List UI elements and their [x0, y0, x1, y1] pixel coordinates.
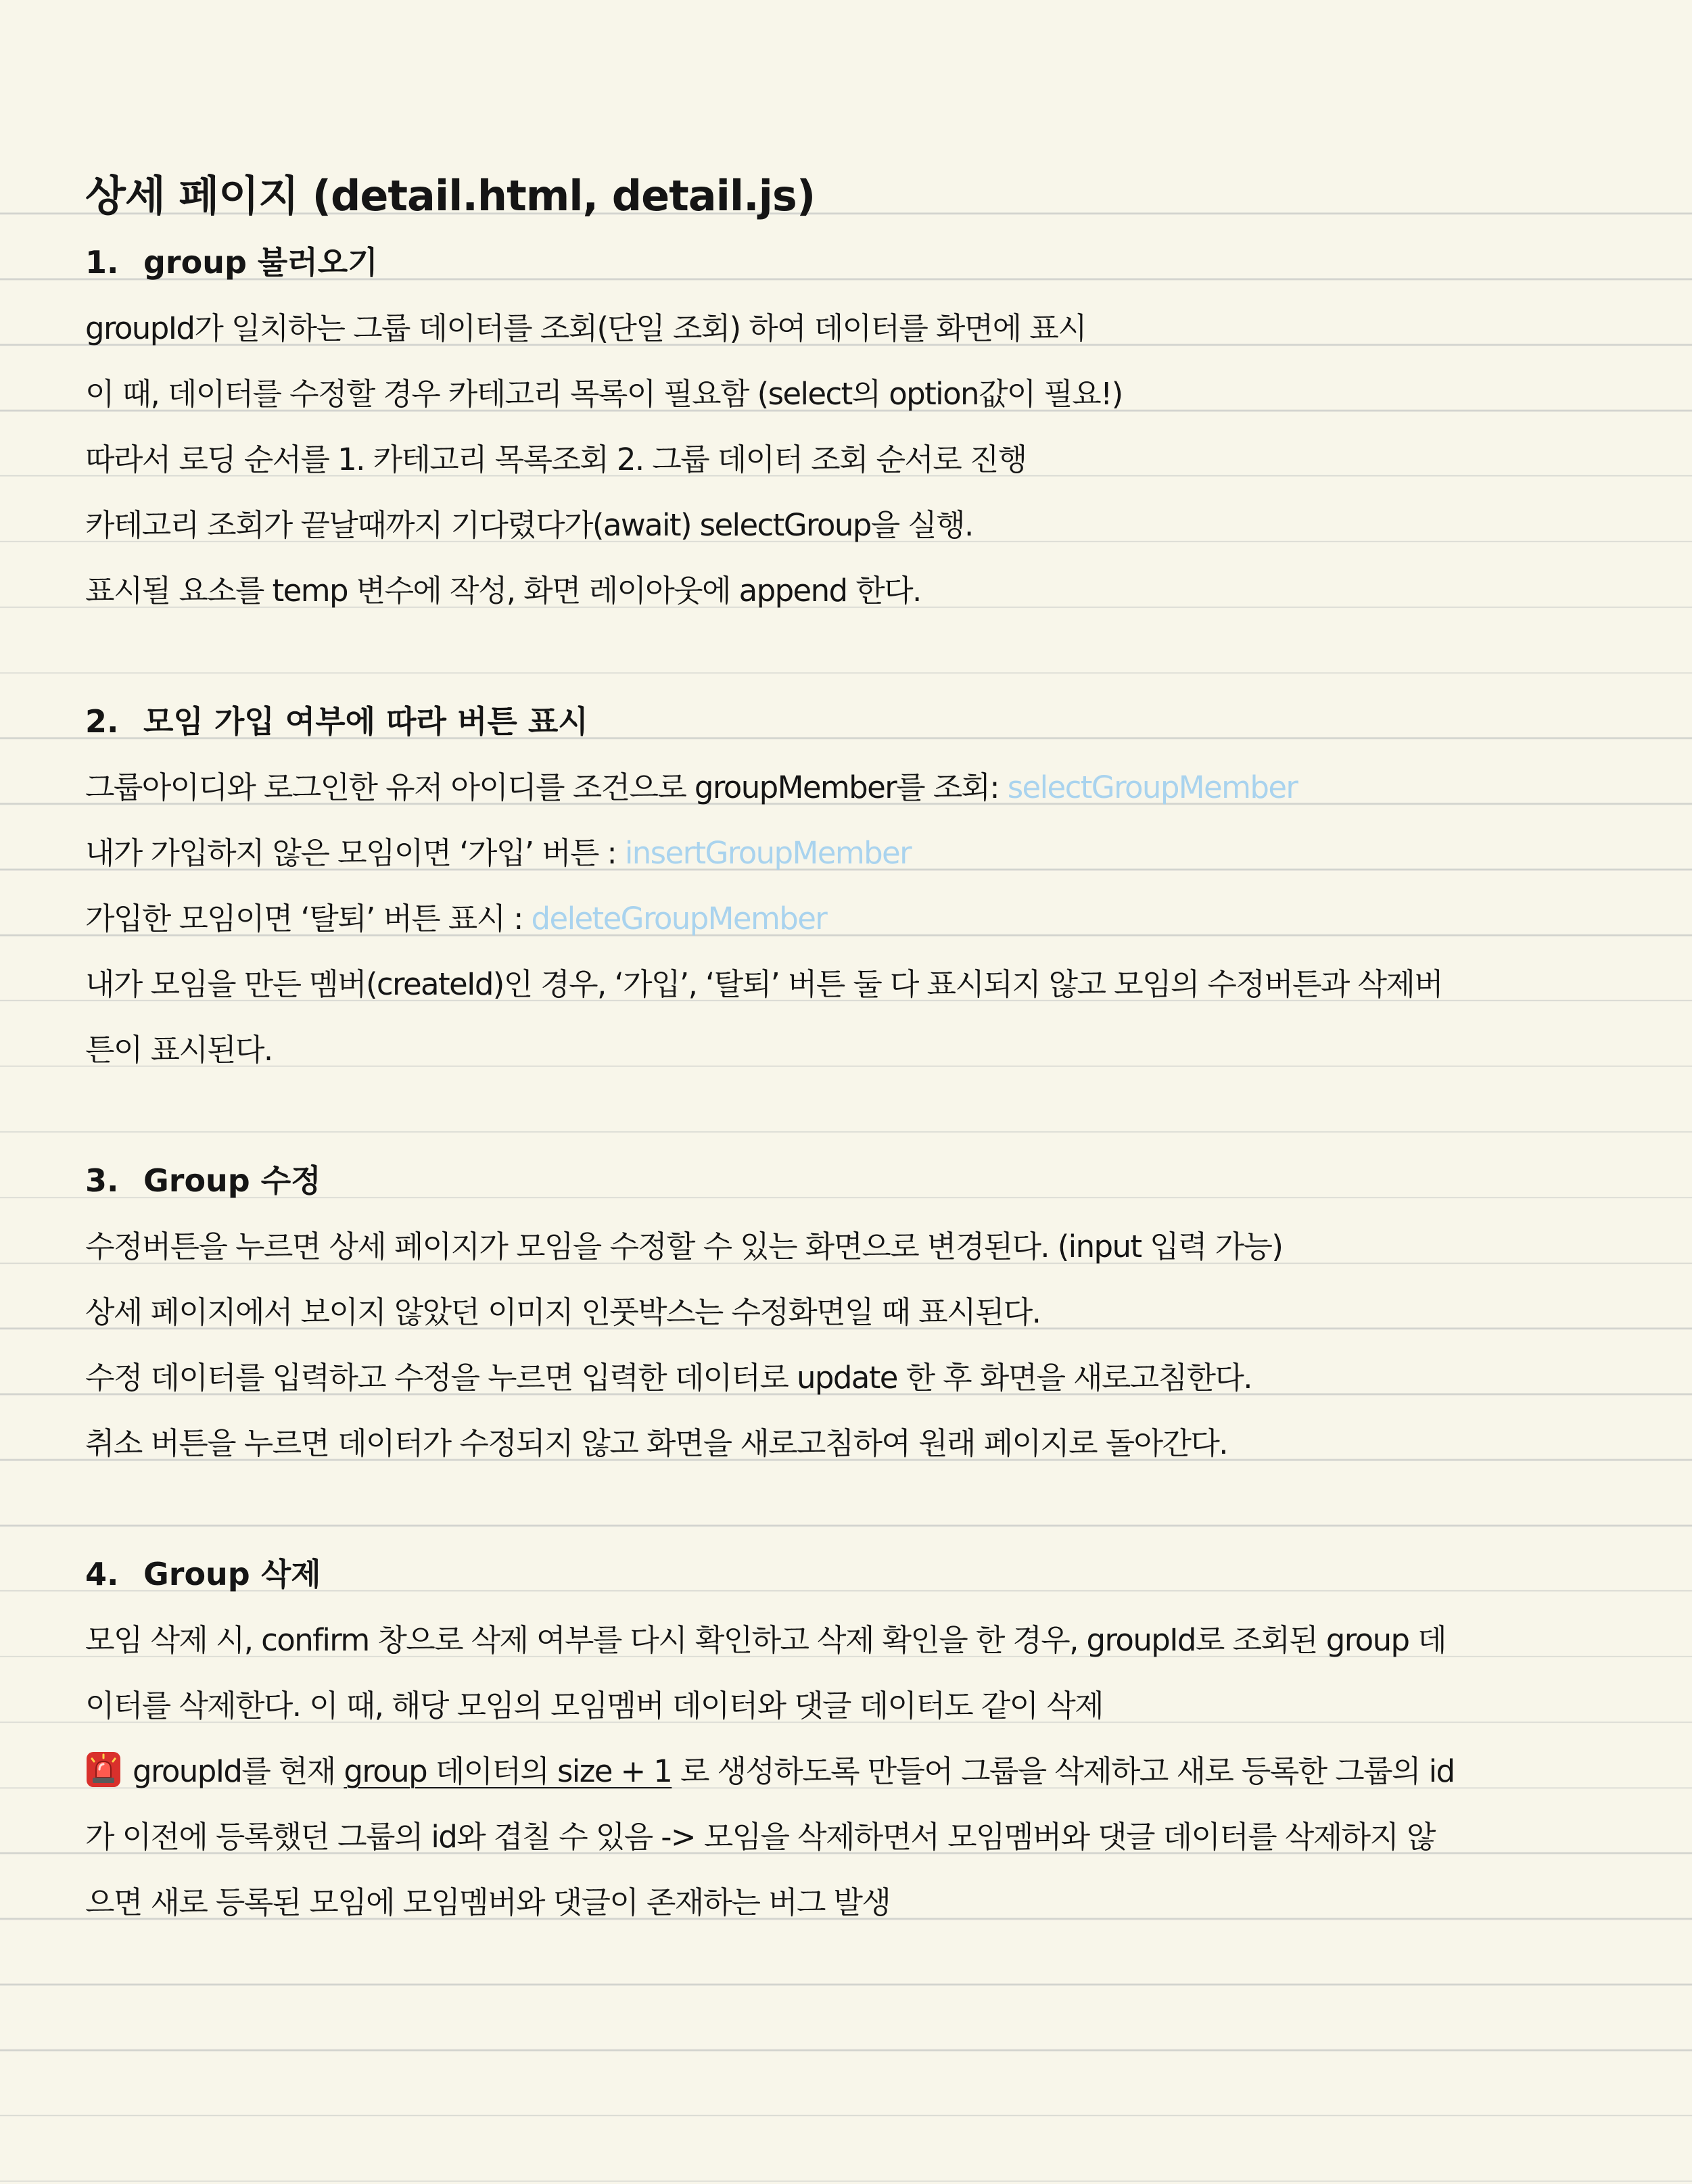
paragraph-line: 상세 페이지에서 보이지 않았던 이미지 인풋박스는 수정화면일 때 표시된다.	[85, 1294, 1041, 1330]
paragraph-line: 가 이전에 등록했던 그룹의 id와 겹칠 수 있음 -> 모임을 삭제하면서 모임멤버와 댓글 데이터를 삭제하지 않	[85, 1819, 1435, 1855]
warning-text: 로 생성하도록 만들어 그룹을 삭제하고 새로 등록한 그룹의 id	[672, 1753, 1455, 1789]
section-spacer	[85, 1476, 1607, 1542]
warning-text: groupId를 현재	[133, 1753, 344, 1789]
underlined-text: group 데이터의 size + 1	[344, 1753, 672, 1789]
paragraph-line: 카테고리 조회가 끝날때까지 기다렸다가(await) selectGroup을 실행.	[85, 507, 973, 543]
section-spacer	[85, 1083, 1607, 1148]
section-group-edit	[85, 1148, 1607, 1476]
line-text: 가입한 모임이면 ‘탈퇴’ 버튼 표시 :	[85, 901, 532, 936]
line-text: 그룹아이디와 로그인한 유저 아이디를 조건으로 groupMember를 조회:	[85, 769, 1008, 805]
paragraph-line: 수정버튼을 누르면 상세 페이지가 모임을 수정할 수 있는 화면으로 변경된다. (input 입력 가능)	[85, 1229, 1283, 1264]
section-group-delete	[85, 1542, 1607, 1935]
paragraph-line: 따라서 로딩 순서를 1. 카테고리 목록조회 2. 그룹 데이터 조회 순서로 진행	[85, 442, 1027, 477]
section-heading	[85, 230, 1607, 295]
page-top-margin	[0, 0, 1692, 149]
function-name-link[interactable]: deleteGroupMember	[531, 901, 827, 936]
paragraph-line: 모임 삭제 시, confirm 창으로 삭제 여부를 다시 확인하고 삭제 확인을 한 경우, groupId로 조회된 group 데	[85, 1622, 1447, 1658]
section-title: 모임 가입 여부에 따라 버튼 표시	[143, 703, 588, 740]
paragraph-line: 내가 모임을 만든 멤버(createId)인 경우, ‘가입’, ‘탈퇴’ 버튼 둘 다 표시되지 않고 모임의 수정버튼과 삭제버	[85, 966, 1443, 1002]
section-heading	[85, 689, 1607, 755]
paragraph-line	[85, 820, 1607, 886]
section-number: 3.	[85, 1162, 119, 1199]
warning-line	[85, 1738, 1607, 1804]
function-name-link[interactable]: insertGroupMember	[624, 835, 912, 871]
section-heading	[85, 1148, 1607, 1214]
section-number: 2.	[85, 703, 119, 740]
paragraph-line: groupId가 일치하는 그룹 데이터를 조회(단일 조회) 하여 데이터를 화면에 표시	[85, 310, 1086, 346]
section-spacer	[85, 623, 1607, 689]
paragraph-line	[85, 755, 1607, 820]
section-number: 4.	[85, 1556, 119, 1592]
section-number: 1.	[85, 244, 119, 281]
paragraph-line: 취소 버튼을 누르면 데이터가 수정되지 않고 화면을 새로고침하여 원래 페이지로 돌아간다.	[85, 1425, 1227, 1461]
section-title: group 불러오기	[143, 244, 378, 281]
section-group-load	[85, 230, 1607, 623]
paragraph-line: 튼이 표시된다.	[85, 1032, 273, 1068]
section-title: Group 삭제	[143, 1556, 321, 1592]
paragraph-line: 표시될 요소를 temp 변수에 작성, 화면 레이아웃에 append 한다.	[85, 573, 921, 609]
function-name-link[interactable]: selectGroupMember	[1007, 769, 1298, 805]
section-heading	[85, 1542, 1607, 1607]
section-join-buttons	[85, 689, 1607, 1083]
section-title: Group 수정	[143, 1162, 321, 1199]
rotating-light-icon	[85, 1745, 122, 1783]
paragraph-line: 이터를 삭제한다. 이 때, 해당 모임의 모임멤버 데이터와 댓글 데이터도 같이 삭제	[85, 1688, 1103, 1724]
paragraph-line: 으면 새로 등록된 모임에 모임멤버와 댓글이 존재하는 버그 발생	[85, 1884, 891, 1920]
paragraph-line: 수정 데이터를 입력하고 수정을 누르면 입력한 데이터로 update 한 후 화면을 새로고침한다.	[85, 1360, 1252, 1396]
paragraph-line: 이 때, 데이터를 수정할 경우 카테고리 목록이 필요함 (select의 option값이 필요!)	[85, 376, 1123, 412]
page-title: 상세 페이지 (detail.html, detail.js)	[85, 171, 816, 220]
paragraph-line	[85, 886, 1607, 951]
document-body	[85, 162, 1607, 1935]
line-text: 내가 가입하지 않은 모임이면 ‘가입’ 버튼 :	[85, 835, 625, 871]
